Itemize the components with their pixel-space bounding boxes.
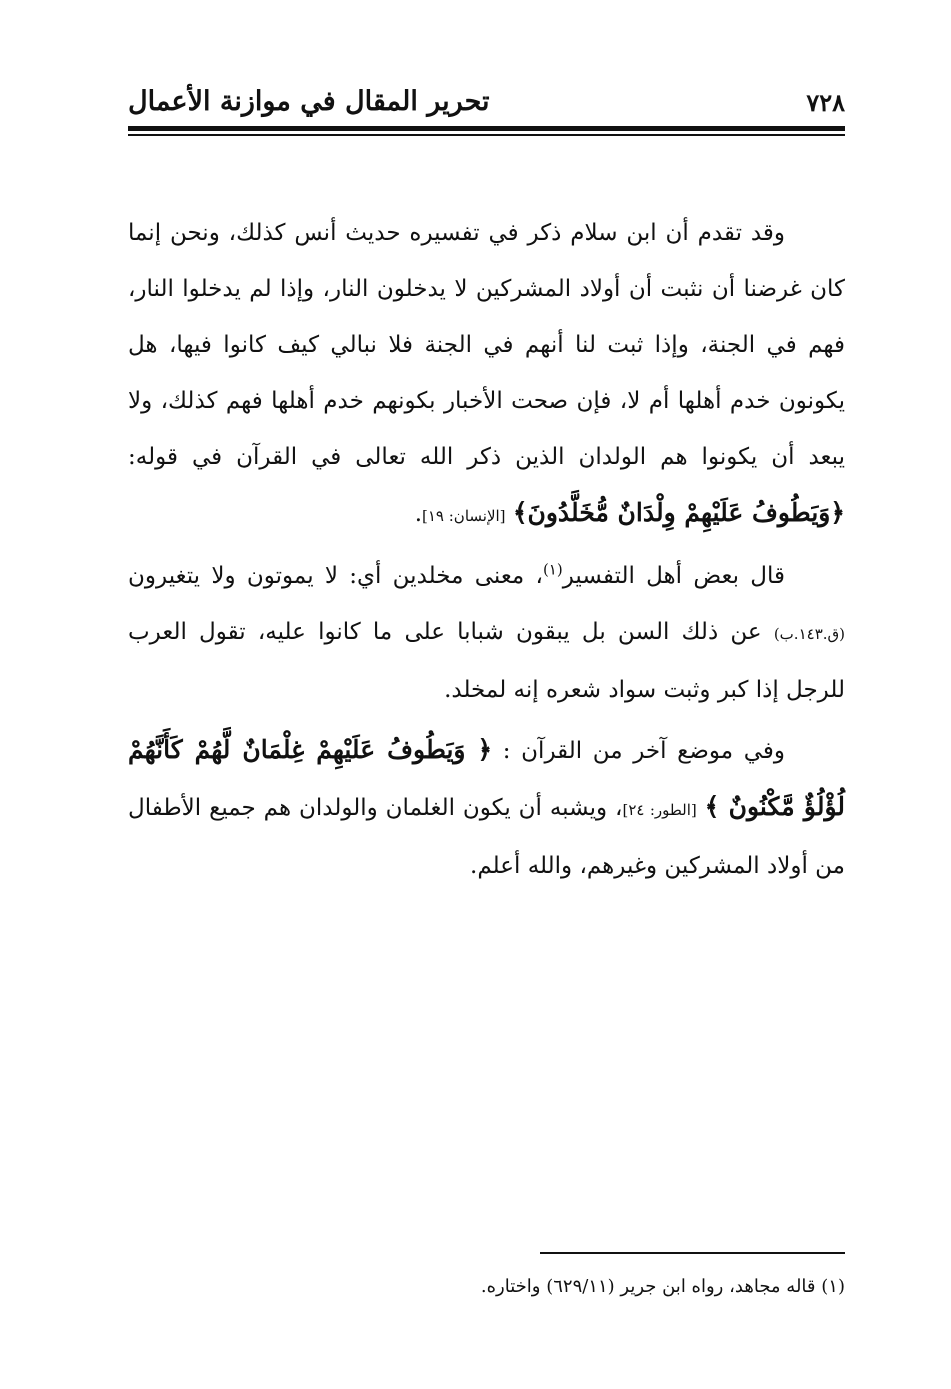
- paragraph-3-text: وفي موضع آخر من القرآن :: [502, 738, 786, 764]
- main-text: [128, 205, 845, 894]
- page-number: ٧٢٨: [806, 88, 845, 117]
- footnote-1-marker: (١): [821, 1276, 845, 1297]
- verse-reference-insan: [الإنسان: ١٩]: [422, 507, 506, 525]
- paragraph-3-text-after: ، ويشبه أن يكون الغلمان والولدان هم جميع الأطفال من أولاد المشركين وغيرهم، والله أعلم.: [128, 795, 845, 879]
- verse-reference-tur: [الطور: ٢٤]: [622, 801, 697, 819]
- footnote-1: [128, 1276, 845, 1297]
- paragraph-2-text-a: قال بعض أهل التفسير: [562, 563, 785, 589]
- quran-verse-insan: ﴿وَيَطُوفُ عَلَيْهِمْ وِلْدَانٌ مُّخَلَّدُونَ﴾: [512, 498, 845, 527]
- paragraph-3: [128, 722, 845, 894]
- header-rule-thick: [128, 126, 845, 131]
- paragraph-2-text-c: عن ذلك السن بل يبقون شبابا على ما كانوا عليه، تقول العرب للرجل إذا كبر وثبت سواد شعره إنه لمخلد.: [128, 619, 845, 703]
- quran-verse-tur: ﴿ وَيَطُوفُ عَلَيْهِمْ غِلْمَانٌ لَّهُمْ كَأَنَّهُمْ لُؤْلُؤٌ مَّكْنُونٌ ﴾: [128, 735, 845, 821]
- footnote-separator: [540, 1252, 845, 1254]
- book-title: تحرير المقال في موازنة الأعمال: [128, 86, 490, 117]
- paragraph-1: [128, 205, 845, 544]
- paragraph-1-text: وقد تقدم أن ابن سلام ذكر في تفسيره حديث أنس كذلك، ونحن إنما كان غرضنا أن نثبت أن أولاد المشركين لا يدخلون النار، وإذا لم يدخلوا النار، فهم في الجنة، وإذا ثبت لنا أنهم في الجنة فلا نبالي كيف كانوا فيها، هل يكونون خدم أهلها أم لا، فإن صحت الأخبار بكونهم خدم أهلها فهم كذلك، ولا يبعد أن يكونوا هم الولدان الذين ذكر الله تعالى في القرآن في قوله:: [128, 220, 845, 470]
- paragraph-2-text-b: ، معنى مخلدين أي: لا يموتون ولا يتغيرون: [128, 563, 543, 589]
- footnote-marker-1: (١): [542, 560, 563, 579]
- paragraph-2: [128, 548, 845, 718]
- running-header: [128, 84, 845, 128]
- manuscript-folio-marker: (ق.١٤٣.ب): [773, 625, 846, 643]
- header-rule-thin: [128, 134, 845, 136]
- footnote-1-text: قاله مجاهد، رواه ابن جرير (٦٢٩/١١) واختاره.: [480, 1276, 816, 1297]
- paragraph-1-end: .: [414, 501, 422, 527]
